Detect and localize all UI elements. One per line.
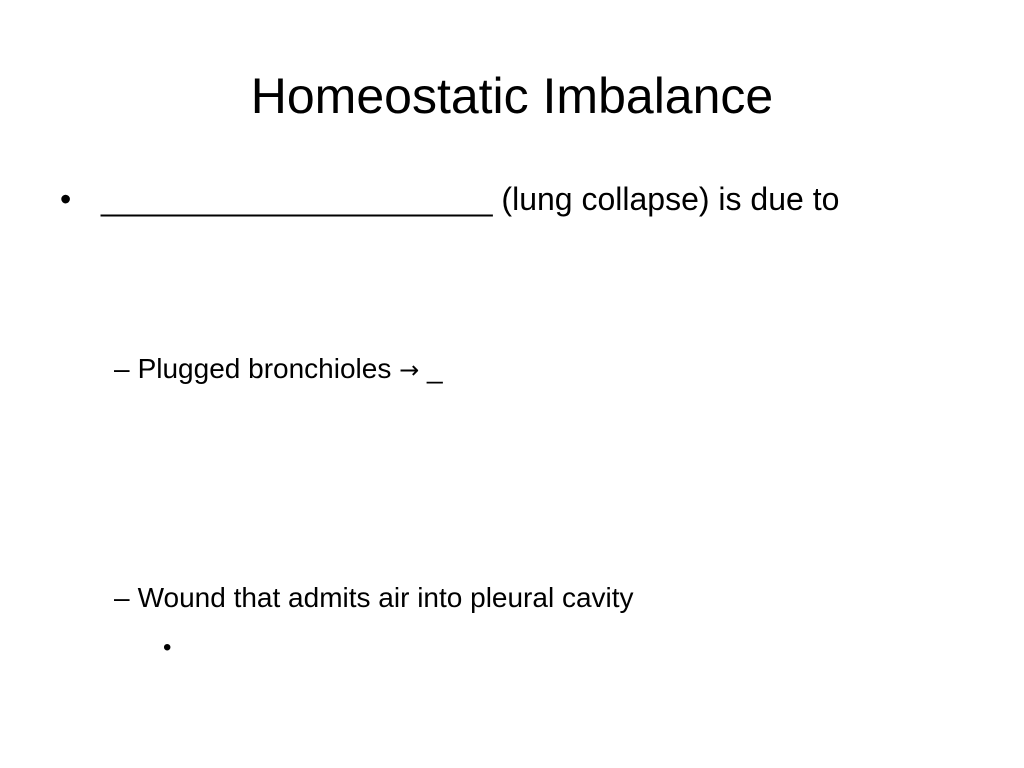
bullet-main-continuation: (lung collapse) is due to [492, 181, 840, 217]
sub-bullet-plugged-bronchioles [114, 351, 443, 388]
sub-bullet-wound [114, 580, 634, 616]
fill-in-blank: ______________________ [101, 181, 493, 217]
bullet-marker: • [163, 634, 172, 661]
bullet-marker: • [60, 181, 72, 217]
sub-sub-bullet-empty [163, 633, 171, 663]
sub-bullet-text: Wound that admits air into pleural cavity [137, 582, 634, 613]
dash-marker: – [114, 353, 130, 384]
fill-in-blank: _ [427, 353, 443, 384]
bullet-main [60, 176, 940, 223]
bullet-main-text [101, 176, 940, 223]
arrow-right-icon: → [399, 356, 420, 384]
sub-bullet-text: Plugged bronchioles [137, 353, 392, 384]
slide-title: Homeostatic Imbalance [250, 68, 774, 124]
dash-marker: – [114, 582, 130, 613]
